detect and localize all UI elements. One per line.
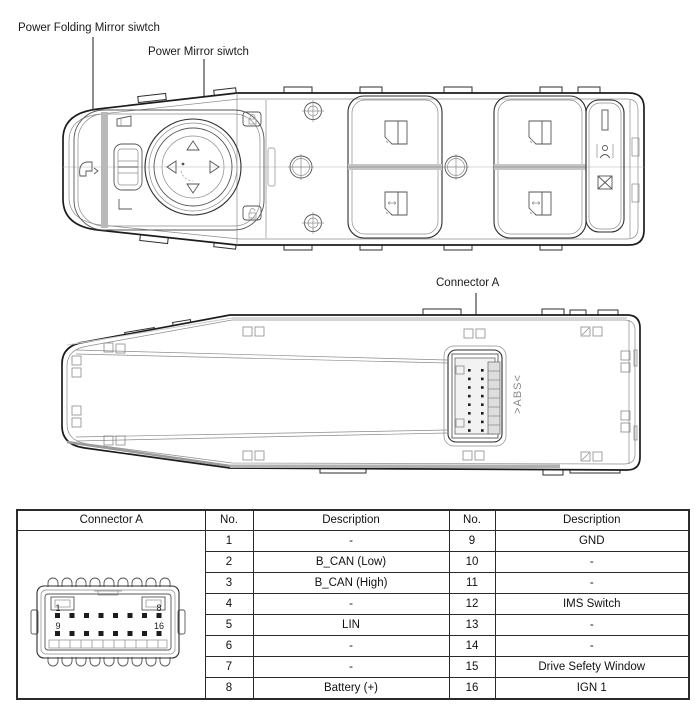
pin-no-cell: 10 <box>449 552 495 573</box>
switch-rear-view <box>0 265 700 505</box>
pin-no-cell: 4 <box>205 594 253 615</box>
rear-housing-outline <box>62 309 640 475</box>
pin-no-cell: 9 <box>449 531 495 552</box>
pin-desc-cell: - <box>253 636 449 657</box>
connector-a-face-drawing <box>18 533 204 696</box>
connector-comb <box>49 640 167 648</box>
pin-desc-cell: Drive Sefety Window <box>495 657 689 678</box>
pin-row-1 <box>55 613 162 618</box>
pin-desc-cell: GND <box>495 531 689 552</box>
col-header-no-left: No. <box>205 510 253 531</box>
pin-desc-cell: - <box>253 531 449 552</box>
pin-16-label: 16 <box>154 621 165 631</box>
pin-desc-cell: - <box>495 615 689 636</box>
table-row <box>17 531 689 552</box>
pin-1-label: 1 <box>55 603 61 613</box>
pin-no-cell: 8 <box>205 678 253 700</box>
col-header-desc-right: Description <box>495 510 689 531</box>
connector-pinout-table <box>16 509 690 700</box>
col-header-no-right: No. <box>449 510 495 531</box>
col-header-connector: Connector A <box>17 510 205 531</box>
panel-divider <box>101 112 108 228</box>
pin-no-cell: 12 <box>449 594 495 615</box>
pin-8-label: 8 <box>156 603 162 613</box>
pin-row-2 <box>55 631 162 636</box>
pin-desc-cell: - <box>495 636 689 657</box>
pin-desc-cell: - <box>253 594 449 615</box>
power-mirror-switch-label: Power Mirror siwtch <box>148 46 249 58</box>
pin-no-cell: 2 <box>205 552 253 573</box>
pin-no-cell: 15 <box>449 657 495 678</box>
pin-no-cell: 11 <box>449 573 495 594</box>
pin-no-cell: 3 <box>205 573 253 594</box>
pin-desc-cell: LIN <box>253 615 449 636</box>
pin-desc-cell: Battery (+) <box>253 678 449 700</box>
col-header-desc-left: Description <box>253 510 449 531</box>
pin-no-cell: 14 <box>449 636 495 657</box>
connector-a-drawing-cell <box>17 531 205 700</box>
pin-desc-cell: IGN 1 <box>495 678 689 700</box>
pin-no-cell: 13 <box>449 615 495 636</box>
pin-no-cell: 7 <box>205 657 253 678</box>
power-folding-mirror-switch-label: Power Folding Mirror siwtch <box>18 22 160 34</box>
switch-front-view <box>0 0 700 265</box>
pin-9-label: 9 <box>55 621 61 631</box>
pin-desc-cell: - <box>253 657 449 678</box>
connector-a-callout-label: Connector A <box>436 277 500 289</box>
abs-marking: >ABS< <box>512 374 524 414</box>
table-header-row <box>17 510 689 531</box>
pin-desc-cell: B_CAN (High) <box>253 573 449 594</box>
pin-desc-cell: B_CAN (Low) <box>253 552 449 573</box>
pin-desc-cell: IMS Switch <box>495 594 689 615</box>
pin-no-cell: 16 <box>449 678 495 700</box>
pin-no-cell: 5 <box>205 615 253 636</box>
pin-no-cell: 1 <box>205 531 253 552</box>
pin-desc-cell: - <box>495 552 689 573</box>
pin-no-cell: 6 <box>205 636 253 657</box>
pin-desc-cell: - <box>495 573 689 594</box>
